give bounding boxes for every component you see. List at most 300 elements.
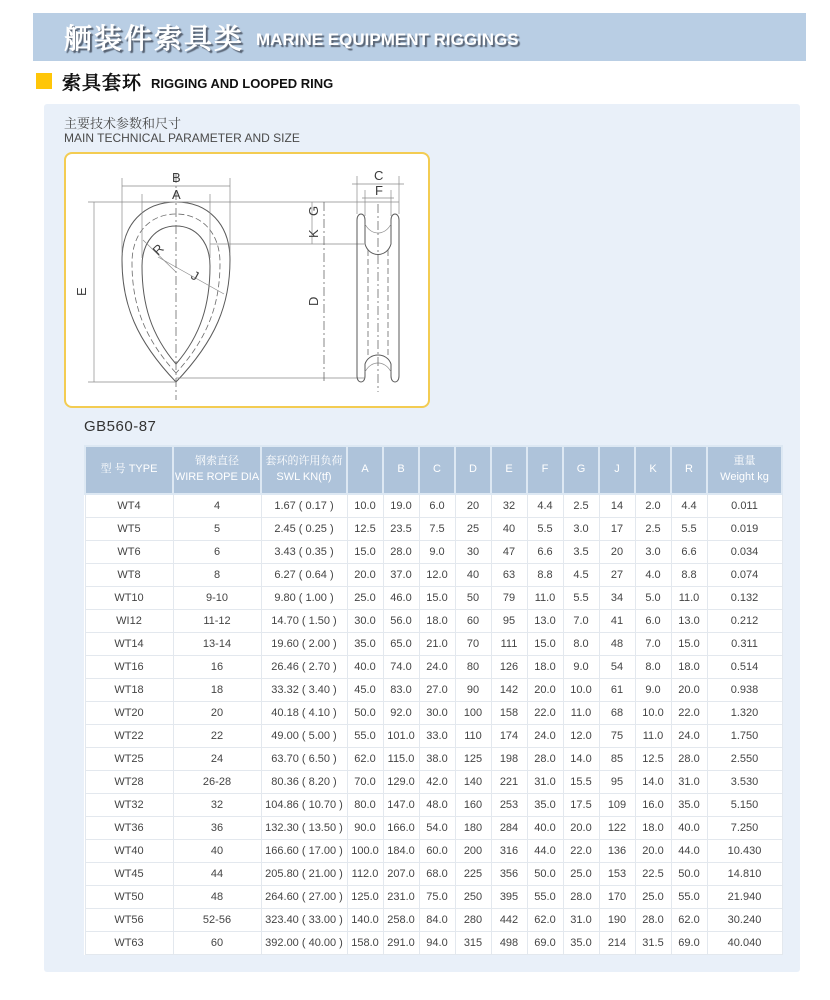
table-cell: 11-12 (173, 609, 261, 632)
table-cell: 12.0 (563, 724, 599, 747)
table-cell: 70 (455, 632, 491, 655)
table-cell: 30.0 (419, 701, 455, 724)
table-cell: 0.011 (707, 494, 782, 517)
table-cell: 34 (599, 586, 635, 609)
table-cell: 258.0 (383, 908, 419, 931)
table-cell: 22.0 (563, 839, 599, 862)
table-cell: 395 (491, 885, 527, 908)
table-cell: 4.5 (563, 563, 599, 586)
table-cell: 21.0 (419, 632, 455, 655)
table-cell: 6.6 (527, 540, 563, 563)
table-cell: 291.0 (383, 931, 419, 954)
page-banner (33, 13, 806, 61)
table-cell: 26.46 ( 2.70 ) (261, 655, 347, 678)
table-cell: 132.30 ( 13.50 ) (261, 816, 347, 839)
table-cell: 50.0 (347, 701, 383, 724)
table-cell: 15.5 (563, 770, 599, 793)
table-cell: 11.0 (635, 724, 671, 747)
table-cell: 5.5 (563, 586, 599, 609)
table-cell: 75 (599, 724, 635, 747)
column-header: E (491, 446, 527, 494)
table-cell: 20 (173, 701, 261, 724)
table-row (85, 908, 782, 931)
table-cell: WT20 (85, 701, 173, 724)
table-cell: 20.0 (563, 816, 599, 839)
table-cell: 48.0 (419, 793, 455, 816)
table-cell: 27.0 (419, 678, 455, 701)
table-cell: WT32 (85, 793, 173, 816)
table-cell: 12.0 (419, 563, 455, 586)
thimble-dimension-diagram (66, 154, 428, 406)
table-cell: 95 (491, 609, 527, 632)
table-cell: WT16 (85, 655, 173, 678)
table-row (85, 609, 782, 632)
column-header: J (599, 446, 635, 494)
table-cell: 101.0 (383, 724, 419, 747)
table-cell: WT6 (85, 540, 173, 563)
table-cell: 61 (599, 678, 635, 701)
table-cell: 22.5 (635, 862, 671, 885)
spec-table-header-row (85, 446, 782, 494)
section-title-zh: 索具套环 (62, 72, 143, 94)
table-cell: 15.0 (347, 540, 383, 563)
table-cell: 32 (491, 494, 527, 517)
banner-title-zh: 舾装件索具类 (64, 23, 245, 54)
table-cell: 46.0 (383, 586, 419, 609)
table-cell: 14 (599, 494, 635, 517)
table-cell: 52-56 (173, 908, 261, 931)
table-cell: 250 (455, 885, 491, 908)
table-cell: 122 (599, 816, 635, 839)
table-cell: 4 (173, 494, 261, 517)
table-cell: 0.938 (707, 678, 782, 701)
table-cell: 68 (599, 701, 635, 724)
table-cell: 60.0 (419, 839, 455, 862)
table-cell: 62.0 (671, 908, 707, 931)
table-cell: 112.0 (347, 862, 383, 885)
dim-label-D: D (306, 296, 321, 306)
table-cell: 83.0 (383, 678, 419, 701)
table-cell: 50 (455, 586, 491, 609)
table-cell: 18 (173, 678, 261, 701)
table-cell: 40.0 (347, 655, 383, 678)
table-cell: WT5 (85, 517, 173, 540)
table-cell: 32 (173, 793, 261, 816)
table-cell: 31.0 (671, 770, 707, 793)
table-cell: 5 (173, 517, 261, 540)
table-row (85, 793, 782, 816)
table-cell: 9.0 (635, 678, 671, 701)
table-cell: 19.60 ( 2.00 ) (261, 632, 347, 655)
table-cell: 94.0 (419, 931, 455, 954)
table-cell: 4.0 (635, 563, 671, 586)
table-cell: 63.70 ( 6.50 ) (261, 747, 347, 770)
table-cell: 44.0 (671, 839, 707, 862)
table-cell: 28.0 (671, 747, 707, 770)
table-cell: 205.80 ( 21.00 ) (261, 862, 347, 885)
table-cell: 20.0 (635, 839, 671, 862)
table-cell: 8 (173, 563, 261, 586)
table-cell: 18.0 (527, 655, 563, 678)
table-row (85, 517, 782, 540)
table-cell: 18.0 (671, 655, 707, 678)
table-cell: WT8 (85, 563, 173, 586)
table-cell: WT25 (85, 747, 173, 770)
dim-label-B: B (172, 170, 181, 185)
table-cell: 90 (455, 678, 491, 701)
table-cell: 79 (491, 586, 527, 609)
table-cell: 31.0 (563, 908, 599, 931)
section-header (36, 71, 334, 94)
table-cell: 6.0 (419, 494, 455, 517)
table-cell: 40.0 (527, 816, 563, 839)
content-panel (44, 104, 800, 972)
table-cell: 129.0 (383, 770, 419, 793)
table-cell: 200 (455, 839, 491, 862)
table-cell: 13-14 (173, 632, 261, 655)
table-cell: 392.00 ( 40.00 ) (261, 931, 347, 954)
table-cell: 158 (491, 701, 527, 724)
table-row (85, 563, 782, 586)
table-cell: 50.0 (671, 862, 707, 885)
table-row (85, 494, 782, 517)
table-cell: 11.0 (527, 586, 563, 609)
dim-label-K: K (306, 229, 321, 238)
table-cell: 14.0 (635, 770, 671, 793)
parameter-label-en: MAIN TECHNICAL PARAMETER AND SIZE (64, 131, 300, 145)
table-cell: 442 (491, 908, 527, 931)
table-cell: 0.019 (707, 517, 782, 540)
table-cell: 69.0 (671, 931, 707, 954)
table-cell: 6.27 ( 0.64 ) (261, 563, 347, 586)
table-cell: 3.5 (563, 540, 599, 563)
table-cell: 30 (455, 540, 491, 563)
table-cell: 11.0 (671, 586, 707, 609)
table-cell: 140.0 (347, 908, 383, 931)
table-cell: 8.0 (563, 632, 599, 655)
spec-table-head (85, 446, 782, 494)
table-cell: 8.0 (635, 655, 671, 678)
table-cell: 23.5 (383, 517, 419, 540)
column-header: B (383, 446, 419, 494)
column-header: A (347, 446, 383, 494)
table-cell: 40 (455, 563, 491, 586)
table-cell: 140 (455, 770, 491, 793)
table-cell: 55.0 (527, 885, 563, 908)
dim-label-E: E (74, 287, 89, 296)
table-cell: 68.0 (419, 862, 455, 885)
table-cell: WT40 (85, 839, 173, 862)
table-row (85, 839, 782, 862)
table-cell: 15.0 (671, 632, 707, 655)
table-cell: 111 (491, 632, 527, 655)
table-cell: 323.40 ( 33.00 ) (261, 908, 347, 931)
spec-table-body (85, 494, 782, 954)
table-cell: 0.132 (707, 586, 782, 609)
table-cell: 7.0 (635, 632, 671, 655)
table-row (85, 724, 782, 747)
table-cell: 35.0 (671, 793, 707, 816)
table-cell: WT63 (85, 931, 173, 954)
table-row (85, 678, 782, 701)
table-cell: 44.0 (527, 839, 563, 862)
table-cell: 166.0 (383, 816, 419, 839)
table-cell: 16.0 (635, 793, 671, 816)
table-cell: 36 (173, 816, 261, 839)
table-cell: 12.5 (347, 517, 383, 540)
table-cell: 104.86 ( 10.70 ) (261, 793, 347, 816)
table-cell: 15.0 (527, 632, 563, 655)
table-cell: 74.0 (383, 655, 419, 678)
table-cell: 0.514 (707, 655, 782, 678)
table-cell: 31.5 (635, 931, 671, 954)
table-cell: 125.0 (347, 885, 383, 908)
table-cell: 166.60 ( 17.00 ) (261, 839, 347, 862)
table-cell: WT4 (85, 494, 173, 517)
column-header: 型 号 TYPE (85, 446, 173, 494)
table-cell: 44 (173, 862, 261, 885)
table-cell: 92.0 (383, 701, 419, 724)
table-cell: WT18 (85, 678, 173, 701)
table-cell: 284 (491, 816, 527, 839)
table-cell: 10.0 (347, 494, 383, 517)
table-cell: 20.0 (347, 563, 383, 586)
table-cell: 35.0 (563, 931, 599, 954)
table-cell: 1.67 ( 0.17 ) (261, 494, 347, 517)
table-cell: 3.43 ( 0.35 ) (261, 540, 347, 563)
table-row (85, 655, 782, 678)
table-cell: 2.5 (563, 494, 599, 517)
table-cell: 28.0 (635, 908, 671, 931)
table-cell: 136 (599, 839, 635, 862)
table-cell: 40 (173, 839, 261, 862)
table-cell: 0.034 (707, 540, 782, 563)
table-cell: 48 (173, 885, 261, 908)
table-cell: WT14 (85, 632, 173, 655)
table-cell: 2.550 (707, 747, 782, 770)
table-cell: 62.0 (347, 747, 383, 770)
table-cell: 54.0 (419, 816, 455, 839)
table-cell: 174 (491, 724, 527, 747)
table-cell: 19.0 (383, 494, 419, 517)
column-header: F (527, 446, 563, 494)
table-cell: 2.45 ( 0.25 ) (261, 517, 347, 540)
table-cell: 184.0 (383, 839, 419, 862)
table-row (85, 770, 782, 793)
table-cell: 198 (491, 747, 527, 770)
table-cell: 35.0 (527, 793, 563, 816)
dim-label-C: C (374, 168, 384, 183)
table-cell: 40.18 ( 4.10 ) (261, 701, 347, 724)
table-cell: 158.0 (347, 931, 383, 954)
table-cell: 27 (599, 563, 635, 586)
table-cell: 356 (491, 862, 527, 885)
table-cell: 125 (455, 747, 491, 770)
dim-label-F: F (375, 183, 383, 198)
standard-code: GB560-87 (84, 418, 157, 435)
table-cell: 100 (455, 701, 491, 724)
table-cell: 33.0 (419, 724, 455, 747)
table-cell: 109 (599, 793, 635, 816)
spec-table (84, 445, 783, 955)
table-cell: 13.0 (671, 609, 707, 632)
table-row (85, 816, 782, 839)
table-cell: 264.60 ( 27.00 ) (261, 885, 347, 908)
table-cell: WT10 (85, 586, 173, 609)
table-cell: 280 (455, 908, 491, 931)
table-cell: 231.0 (383, 885, 419, 908)
table-cell: 80 (455, 655, 491, 678)
table-cell: WT50 (85, 885, 173, 908)
table-cell: 214 (599, 931, 635, 954)
table-cell: 28.0 (383, 540, 419, 563)
table-cell: WT45 (85, 862, 173, 885)
table-cell: 9.0 (419, 540, 455, 563)
table-cell: WT36 (85, 816, 173, 839)
table-cell: 20 (599, 540, 635, 563)
table-cell: 126 (491, 655, 527, 678)
table-cell: 16 (173, 655, 261, 678)
table-cell: 11.0 (563, 701, 599, 724)
table-cell: 6.6 (671, 540, 707, 563)
table-cell: 40 (491, 517, 527, 540)
table-cell: 4.4 (671, 494, 707, 517)
table-cell: 63 (491, 563, 527, 586)
table-cell: 142 (491, 678, 527, 701)
table-cell: 20 (455, 494, 491, 517)
table-cell: 110 (455, 724, 491, 747)
table-cell: 315 (455, 931, 491, 954)
table-cell: 31.0 (527, 770, 563, 793)
table-cell: 1.320 (707, 701, 782, 724)
table-cell: 3.0 (563, 517, 599, 540)
table-cell: 7.250 (707, 816, 782, 839)
table-cell: 24 (173, 747, 261, 770)
column-header: 套环的许用负荷 SWL KN(tf) (261, 446, 347, 494)
table-cell: 38.0 (419, 747, 455, 770)
table-cell: 4.4 (527, 494, 563, 517)
table-cell: 2.0 (635, 494, 671, 517)
table-cell: 10.0 (635, 701, 671, 724)
table-cell: 45.0 (347, 678, 383, 701)
table-cell: 0.212 (707, 609, 782, 632)
dim-label-G: G (306, 205, 321, 216)
banner-title-en: MARINE EQUIPMENT RIGGINGS (256, 30, 519, 49)
table-cell: 40.0 (671, 816, 707, 839)
table-cell: 80.36 ( 8.20 ) (261, 770, 347, 793)
dim-label-R: R (149, 240, 167, 259)
table-cell: 13.0 (527, 609, 563, 632)
table-cell: 24.0 (671, 724, 707, 747)
technical-drawing-box (64, 152, 430, 408)
table-cell: 30.240 (707, 908, 782, 931)
table-cell: 65.0 (383, 632, 419, 655)
table-cell: 2.5 (635, 517, 671, 540)
table-cell: 80.0 (347, 793, 383, 816)
table-cell: 33.32 ( 3.40 ) (261, 678, 347, 701)
table-cell: 207.0 (383, 862, 419, 885)
table-cell: 10.0 (563, 678, 599, 701)
table-cell: 1.750 (707, 724, 782, 747)
table-row (85, 701, 782, 724)
table-cell: 253 (491, 793, 527, 816)
table-cell: 9-10 (173, 586, 261, 609)
table-cell: WT22 (85, 724, 173, 747)
table-cell: 147.0 (383, 793, 419, 816)
table-cell: 225 (455, 862, 491, 885)
table-cell: 48 (599, 632, 635, 655)
table-cell: 0.311 (707, 632, 782, 655)
table-cell: 24.0 (527, 724, 563, 747)
table-cell: 160 (455, 793, 491, 816)
table-cell: 28.0 (563, 885, 599, 908)
table-cell: 9.0 (563, 655, 599, 678)
column-header: G (563, 446, 599, 494)
table-cell: 221 (491, 770, 527, 793)
table-cell: 42.0 (419, 770, 455, 793)
table-cell: 25.0 (635, 885, 671, 908)
table-cell: 40.040 (707, 931, 782, 954)
table-cell: 22.0 (671, 701, 707, 724)
table-cell: 20.0 (527, 678, 563, 701)
table-cell: 10.430 (707, 839, 782, 862)
table-cell: WI12 (85, 609, 173, 632)
table-cell: 41 (599, 609, 635, 632)
table-row (85, 632, 782, 655)
table-cell: 37.0 (383, 563, 419, 586)
table-cell: 22 (173, 724, 261, 747)
table-cell: 17.5 (563, 793, 599, 816)
table-row (85, 862, 782, 885)
table-cell: 56.0 (383, 609, 419, 632)
table-cell: 95 (599, 770, 635, 793)
table-cell: 0.074 (707, 563, 782, 586)
table-cell: 49.00 ( 5.00 ) (261, 724, 347, 747)
table-cell: 50.0 (527, 862, 563, 885)
table-cell: 21.940 (707, 885, 782, 908)
table-cell: 8.8 (527, 563, 563, 586)
table-cell: 22.0 (527, 701, 563, 724)
table-cell: 7.5 (419, 517, 455, 540)
table-cell: 26-28 (173, 770, 261, 793)
column-header: 重量 Weight kg (707, 446, 782, 494)
table-row (85, 540, 782, 563)
table-row (85, 747, 782, 770)
table-cell: 54 (599, 655, 635, 678)
table-cell: 55.0 (671, 885, 707, 908)
table-cell: 69.0 (527, 931, 563, 954)
table-cell: 14.810 (707, 862, 782, 885)
table-cell: 24.0 (419, 655, 455, 678)
table-cell: 14.70 ( 1.50 ) (261, 609, 347, 632)
table-cell: 5.5 (671, 517, 707, 540)
table-cell: 28.0 (527, 747, 563, 770)
table-cell: 60 (455, 609, 491, 632)
table-cell: 8.8 (671, 563, 707, 586)
table-cell: 6.0 (635, 609, 671, 632)
table-cell: 17 (599, 517, 635, 540)
table-cell: 55.0 (347, 724, 383, 747)
table-cell: 170 (599, 885, 635, 908)
table-cell: WT28 (85, 770, 173, 793)
table-row (85, 586, 782, 609)
table-cell: 100.0 (347, 839, 383, 862)
table-cell: 3.0 (635, 540, 671, 563)
table-cell: 60 (173, 931, 261, 954)
column-header: C (419, 446, 455, 494)
table-cell: WT56 (85, 908, 173, 931)
table-row (85, 885, 782, 908)
